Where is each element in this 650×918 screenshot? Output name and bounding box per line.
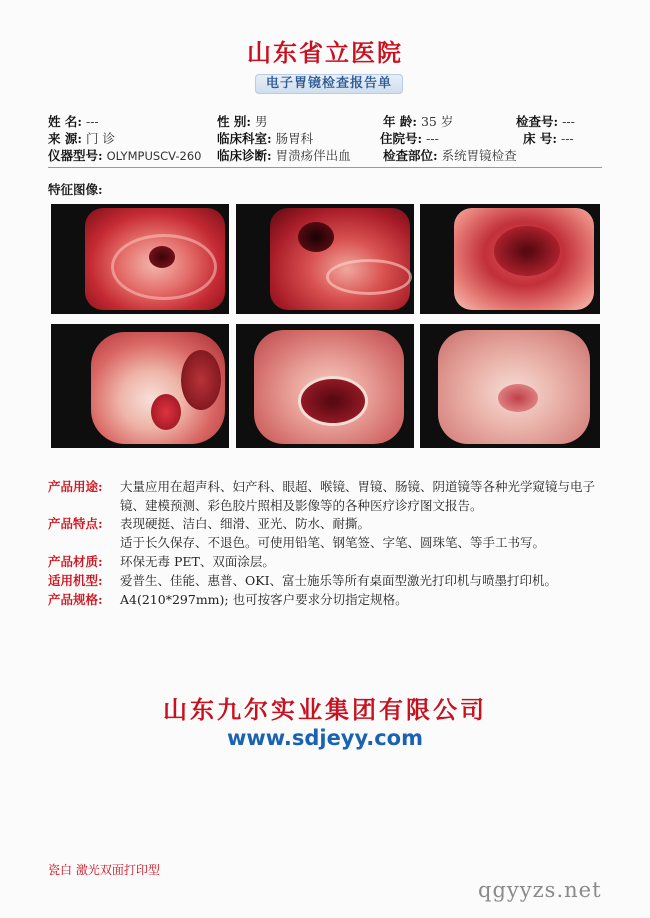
bed-number: 床 号: ---	[523, 131, 574, 146]
exam-site: 检查部位: 系统胃镜检查	[383, 148, 517, 163]
footer-note: 瓷白 激光双面打印型	[48, 863, 160, 877]
inpatient-number: 住院号: ---	[380, 131, 439, 146]
product-spec: 产品规格: A4(210*297mm); 也可按客户要求分切指定规格。	[48, 592, 408, 607]
patient-age: 年 龄: 35 岁	[383, 114, 454, 129]
product-features: 产品特点: 表现硬挺、洁白、细滑、亚光、防水、耐撕。	[48, 516, 371, 531]
company-name: 山东九尔实业集团有限公司	[163, 695, 487, 724]
hospital-name: 山东省立医院	[247, 38, 403, 67]
company-url[interactable]: www.sdjeyy.com	[227, 726, 423, 750]
endoscopy-image-3	[420, 204, 600, 314]
endoscopy-image-5	[236, 324, 414, 448]
endoscopy-image-1	[51, 204, 229, 314]
images-section-title: 特征图像:	[48, 182, 103, 197]
patient-name: 姓 名: ---	[48, 114, 99, 129]
clinical-diagnosis: 临床诊断: 胃溃疡伴出血	[217, 148, 351, 163]
product-models: 适用机型: 爱普生、佳能、惠普、OKI、富士施乐等所有桌面型激光打印机与喷墨打印机。	[48, 573, 558, 588]
patient-source: 来 源: 门 诊	[48, 131, 115, 146]
endoscopy-image-4	[51, 324, 229, 448]
report-title: 电子胃镜检查报告单	[255, 74, 403, 94]
exam-number: 检查号: ---	[516, 114, 575, 129]
clinical-department: 临床科室: 肠胃科	[217, 131, 314, 146]
endoscopy-image-2	[236, 204, 414, 314]
product-usage: 产品用途: 大量应用在超声科、妇产科、眼超、喉镜、胃镜、肠镜、阴道镜等各种光学窥镜与电子	[48, 479, 596, 494]
divider	[48, 167, 602, 168]
watermark: qgyyzs.net	[478, 878, 602, 902]
product-material: 产品材质: 环保无毒 PET、双面涂层。	[48, 554, 275, 569]
device-model: 仪器型号: OLYMPUSCV-260	[48, 148, 202, 163]
endoscopy-image-6	[420, 324, 600, 448]
report-page: 山东省立医院 电子胃镜检查报告单 姓 名: --- 性 别: 男 年 龄: 35 岁 检查号: --- 来 源: 门 诊 临床科室: 肠胃科 住院号: --- 床 号: --- 仪器型号: OLYMPUSCV-260 临床诊断: 胃溃疡伴出血 检查部位: 系统胃镜检查 特征图像: 产品用途: 大量应用在超声科、妇产科、眼超、喉镜、胃镜、肠镜、阴道镜等各种光学窥镜与电子 镜、建模预测、彩色胶片照相及影像等的各种医疗诊疗图文报告。 产品特点: 表现硬挺、洁白、细滑、亚光、防水、耐撕。 适于长久保存、不退色。可使用铅笔、钢笔签、字笔、圆珠笔、等手工书写。 产品材质: 环保无毒 PET、双面涂层。 适用机型: 爱普生、佳能、惠普、OKI、富士施乐等所有桌面型激光打印机与喷墨打印机。 产品规格: A4(210*297mm); 也可按客户要求分切指定规格。 山东九尔实业集团有限公司 www.sdjeyy.com 瓷白 激光双面打印型 qgyyzs.net	[0, 0, 650, 918]
patient-gender: 性 别: 男	[217, 114, 268, 129]
